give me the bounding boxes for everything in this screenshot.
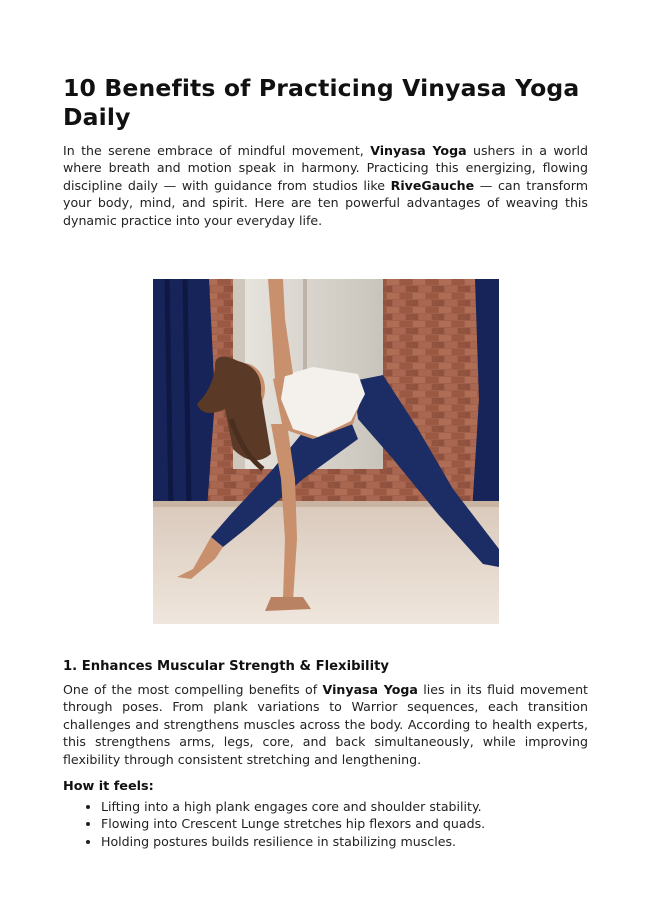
list-item: • Flowing into Crescent Lunge stretches hip flexors and quads.: [101, 815, 588, 832]
intro-paragraph: [63, 142, 588, 229]
intro-text-2: ushers in a world where breath and motion speak in harmony. Practicing this energizing, flowing discipline daily — with guidance from studios like: [63, 143, 588, 193]
section-heading: 1. Enhances Muscular Strength & Flexibility: [63, 659, 389, 674]
section-paragraph: [63, 681, 588, 768]
how-it-feels-heading: How it feels:: [63, 779, 154, 795]
intro-text-3: — can transform your body, mind, and spirit. Here are ten powerful advantages of weaving this dynamic practice into your everyday life.: [63, 177, 588, 228]
article: [63, 74, 588, 849]
yoga-photo: [153, 279, 499, 624]
intro-bold-vinyasa: Vinyasa Yoga: [370, 143, 467, 158]
bullet-list: [63, 798, 588, 850]
section-text-1: One of the most compelling benefits of: [63, 682, 323, 697]
section-bold-vinyasa: Vinyasa Yoga: [322, 682, 418, 697]
intro-bold-rivegauche: RiveGauche: [390, 177, 475, 193]
list-item: • Lifting into a high plank engages core and shoulder stability.: [101, 798, 588, 815]
article-title: 10 Benefits of Practicing Vinyasa Yoga Daily: [63, 74, 580, 131]
section-benefit-1: [63, 658, 588, 850]
section-text-2: lies in its fluid movement through poses. From plank variations to Warrior sequences, each transition challenges and strengthens muscles across the body. According to health experts, this strengthens arms, legs, core, and back simultaneously, while improving flexibility through consistent stretching and lengthening.: [63, 682, 588, 767]
intro-text-1: In the serene embrace of mindful movement,: [63, 143, 371, 158]
list-item: • Holding postures builds resilience in stabilizing muscles.: [101, 833, 588, 850]
